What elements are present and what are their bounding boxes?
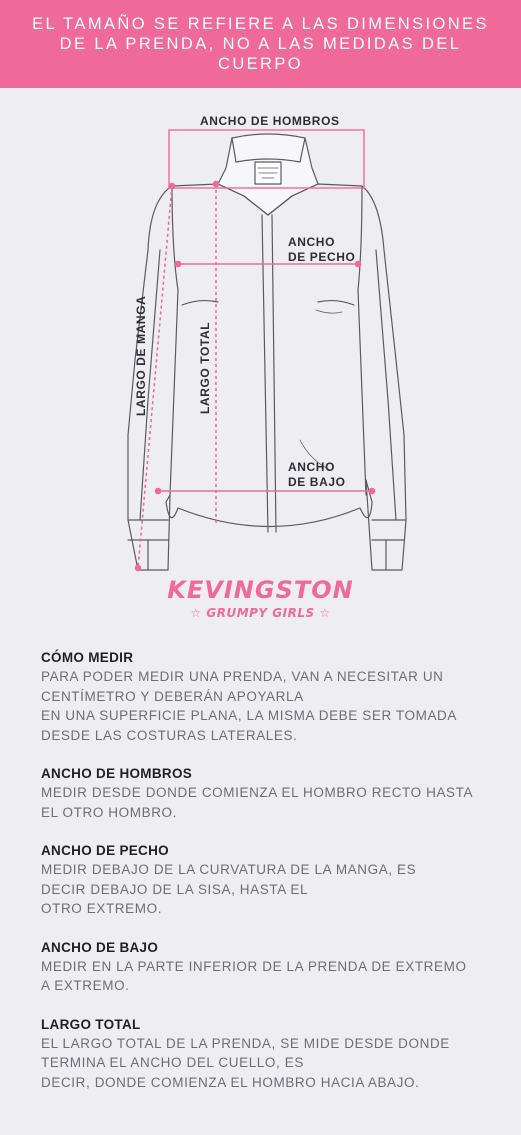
section-como-medir	[41, 648, 491, 745]
section-line: DECIR, DONDE COMIENZA EL HOMBRO HACIA ABAJO.	[41, 1074, 420, 1090]
section-line: EL LARGO TOTAL DE LA PRENDA, SE MIDE DESDE DONDE	[41, 1035, 450, 1051]
section-line: A EXTREMO.	[41, 978, 130, 993]
chest-width-label-line1: ANCHO	[288, 235, 335, 249]
sleeve-length-label: LARGO DE MANGA	[134, 295, 148, 416]
header-banner	[0, 0, 521, 88]
section-largo-total	[41, 1015, 491, 1093]
total-length-label: LARGO TOTAL	[198, 321, 212, 414]
hem-width-label-line2: DE BAJO	[288, 475, 346, 489]
section-line: MEDIR DESDE DONDE COMIENZA EL HOMBRO RECTO HASTA	[41, 785, 474, 800]
section-line: EL OTRO HOMBRO.	[41, 804, 178, 820]
measurement-instructions	[41, 648, 491, 1111]
chest-width-label-line2: DE PECHO	[288, 250, 356, 264]
section-line: TERMINA EL ANCHO DEL CUELLO, ES	[41, 1055, 304, 1070]
shirt-illustration	[0, 100, 521, 580]
brand-sub-logo	[0, 606, 521, 620]
brand-logo: KEVINGSTON	[167, 576, 354, 604]
section-line: DESDE LAS COSTURAS LATERALES.	[41, 727, 298, 743]
banner-text: EL TAMAÑO SE REFIERE A LAS DIMENSIONES DE LA PRENDA, NO A LAS MEDIDAS DEL CUERPO	[32, 15, 489, 73]
section-line: PARA PODER MEDIR UNA PRENDA, VAN A NECESITAR UN	[41, 669, 444, 684]
section-title: ANCHO DE BAJO	[41, 939, 159, 955]
section-line: EN UNA SUPERFICIE PLANA, LA MISMA DEBE SER TOMADA	[41, 708, 458, 723]
shirt-measurement-diagram	[0, 100, 521, 580]
brand-sub-text: GRUMPY GIRLS	[206, 606, 315, 620]
section-ancho-de-pecho	[41, 841, 491, 919]
section-title: ANCHO DE PECHO	[41, 843, 169, 858]
section-title: ANCHO DE HOMBROS	[41, 766, 193, 781]
star-icon: ☆	[314, 606, 331, 620]
hem-width-label-line1: ANCHO	[288, 460, 335, 474]
section-title: LARGO TOTAL	[41, 1016, 141, 1032]
section-ancho-de-hombros	[41, 764, 491, 822]
section-line: MEDIR DEBAJO DE LA CURVATURA DE LA MANGA, ES	[41, 862, 417, 877]
section-line: OTRO EXTREMO.	[41, 901, 163, 916]
shoulder-width-label: ANCHO DE HOMBROS	[200, 114, 340, 128]
section-title: CÓMO MEDIR	[41, 650, 134, 665]
section-line: DECIR DEBAJO DE LA SISA, HASTA EL	[41, 881, 309, 897]
section-line: CENTÍMETRO Y DEBERÁN APOYARLA	[41, 688, 304, 704]
star-icon: ☆	[190, 606, 207, 620]
section-line: MEDIR EN LA PARTE INFERIOR DE LA PRENDA DE EXTREMO	[41, 958, 467, 974]
section-ancho-de-bajo	[41, 938, 491, 996]
